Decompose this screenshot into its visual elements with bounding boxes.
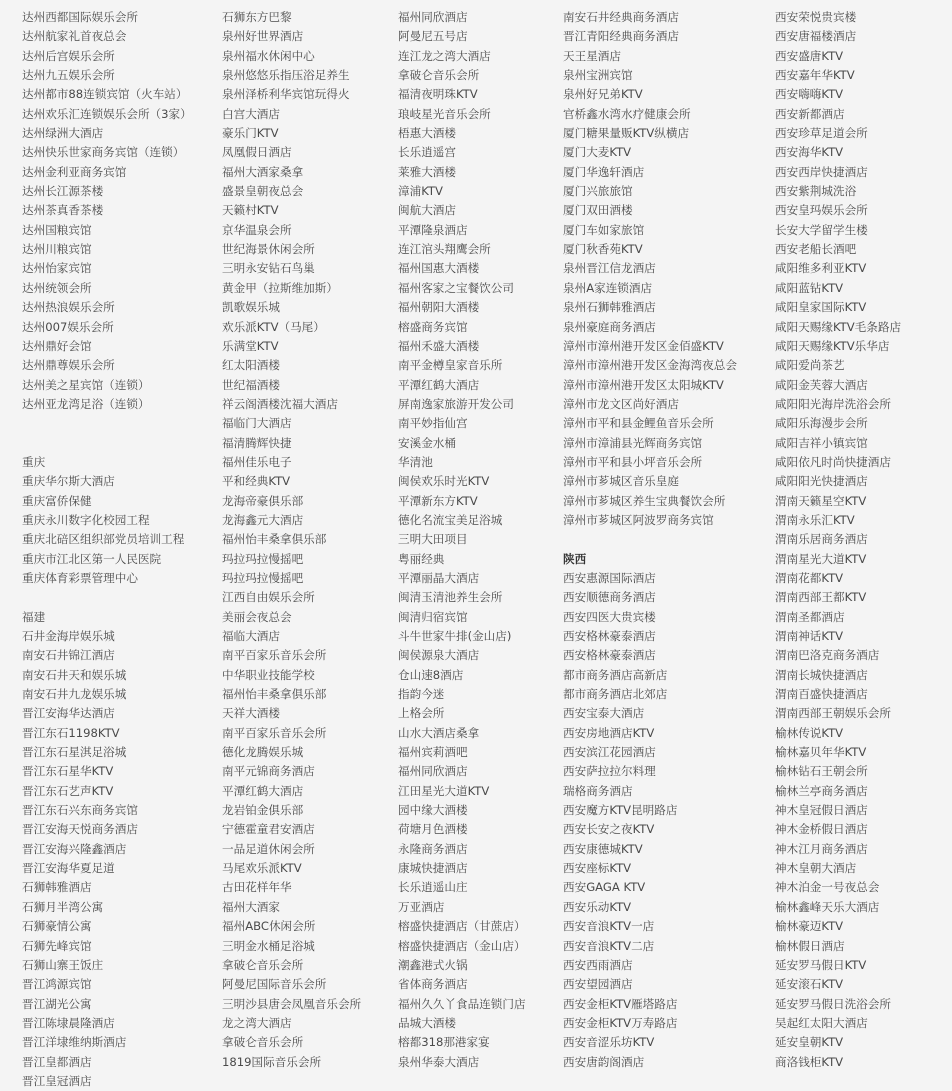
list-item: 渭南乐居商务酒店 bbox=[775, 532, 868, 547]
list-item: 官桥鑫水湾水疗健康会所 bbox=[563, 106, 691, 121]
list-item: 玛拉玛拉慢摇吧 bbox=[222, 551, 304, 566]
list-item: 晋江湖光公寓 bbox=[22, 996, 92, 1011]
list-item: 西安宝泰大酒店 bbox=[563, 706, 645, 721]
list-item: 都市商务酒店高新店 bbox=[563, 667, 668, 682]
list-item: 咸阳爱尚茶艺 bbox=[775, 358, 845, 373]
list-item: 咸阳皇家国际KTV bbox=[775, 300, 867, 315]
list-item: 西安座标KTV bbox=[563, 861, 632, 876]
list-item: 西安GAGA KTV bbox=[563, 880, 646, 895]
list-item: 咸阳阳光海岸洗浴会所 bbox=[775, 396, 891, 411]
list-item: 马尾欢乐派KTV bbox=[222, 861, 302, 876]
list-item: 福清腾辉快捷 bbox=[222, 435, 292, 450]
list-item: 西安紫荆城洗浴 bbox=[775, 184, 857, 199]
list-item: 重庆华尔斯大酒店 bbox=[22, 474, 115, 489]
list-item: 渭南神话KTV bbox=[775, 629, 844, 643]
list-item: 咸阳维多利亚KTV bbox=[775, 261, 867, 276]
list-item: 石井金海岸娱乐城 bbox=[22, 629, 115, 643]
list-item: 南平百家乐音乐会所 bbox=[222, 725, 327, 740]
list-item: 咸阳吉祥小镇宾馆 bbox=[775, 435, 868, 450]
list-item: 达州都市88连锁宾馆（火车站） bbox=[22, 87, 188, 102]
list-item: 石狮月半湾公寓 bbox=[22, 899, 104, 914]
list-item: 龙岩铂金俱乐部 bbox=[222, 803, 304, 818]
list-item: 达州鼎尊娱乐会所 bbox=[22, 358, 115, 373]
list-item: 红太阳酒楼 bbox=[222, 358, 280, 373]
list-item: 平和经典KTV bbox=[222, 474, 291, 489]
list-item: 福州同欣酒店 bbox=[398, 10, 468, 24]
list-item: 渭南长城快捷酒店 bbox=[775, 667, 868, 682]
list-item: 龙海帝豪俱乐部 bbox=[222, 493, 304, 508]
list-item: 晋江东石兴东商务宾馆 bbox=[22, 803, 138, 818]
list-item: 达州快乐世家商务宾馆（连锁） bbox=[22, 145, 185, 160]
list-item: 厦门双田酒楼 bbox=[563, 203, 633, 218]
list-item: 平潭红鹤大酒店 bbox=[222, 783, 304, 798]
list-item: 漳州市平和县金鲤鱼音乐会所 bbox=[563, 416, 714, 431]
list-column-1 bbox=[22, 8, 220, 1091]
list-item: 西安长安之夜KTV bbox=[563, 822, 655, 837]
list-item: 渭南圣都酒店 bbox=[775, 609, 845, 624]
list-item: 南平百家乐音乐会所 bbox=[222, 648, 327, 663]
list-item: 世纪福酒楼 bbox=[222, 377, 280, 392]
list-item: 重庆北碚区组织部党员培训工程 bbox=[22, 532, 185, 547]
list-item: 泉州晋江信龙酒店 bbox=[563, 261, 656, 276]
list-item: 三明沙县唐会凤凰音乐会所 bbox=[222, 996, 362, 1011]
list-item: 达州长江源茶楼 bbox=[22, 184, 104, 199]
list-item: 达州后宫娱乐会所 bbox=[22, 48, 115, 63]
list-item: 神木泊金一号夜总会 bbox=[775, 880, 880, 895]
list-item: 漳州市芗城区养生宝典餐饮会所 bbox=[563, 493, 726, 508]
list-item: 莱雅大酒楼 bbox=[398, 164, 456, 179]
list-item: 达州西都国际娱乐会所 bbox=[22, 10, 138, 24]
list-item: 漳州市漳州港开发区太阳城KTV bbox=[563, 377, 724, 392]
list-item: 榆林嘉贝年华KTV bbox=[775, 745, 867, 760]
list-item: 榆林假日酒店 bbox=[775, 938, 845, 953]
list-item: 晋江东石1198KTV bbox=[22, 725, 120, 740]
list-item: 西安金柜KTV万寿路店 bbox=[563, 1015, 678, 1030]
list-item: 黄金甲（拉斯维加斯） bbox=[222, 280, 338, 295]
list-item: 达州国粮宾馆 bbox=[22, 222, 92, 237]
list-item: 江田星光大道KTV bbox=[398, 783, 490, 798]
list-item: 咸阳天赐缘KTV乐华店 bbox=[775, 338, 890, 353]
list-item: 泉州好世界酒店 bbox=[222, 29, 304, 44]
list-item: 西安萨拉拉尔料理 bbox=[563, 764, 656, 779]
list-item: 咸阳阳光快捷酒店 bbox=[775, 474, 868, 489]
list-item: 达州川粮宾馆 bbox=[22, 242, 92, 257]
list-item: 南平妙指仙宫 bbox=[398, 416, 468, 431]
list-item: 达州茶真香茶楼 bbox=[22, 203, 104, 218]
list-item: 渭南永乐汇KTV bbox=[775, 512, 855, 527]
list-item: 福州怡丰桑拿俱乐部 bbox=[222, 687, 327, 702]
list-item: 漳州市芗城区阿波罗商务宾馆 bbox=[563, 512, 714, 527]
list-item: 达州金利亚商务宾馆 bbox=[22, 164, 127, 179]
list-column-4 bbox=[563, 8, 773, 1072]
list-item: 西安音涩乐坊KTV bbox=[563, 1035, 655, 1050]
list-item: 平潭红鹤大酒店 bbox=[398, 377, 480, 392]
list-item: 西安老船长酒吧 bbox=[775, 242, 857, 257]
list-item: 斗牛世家牛排(金山店) bbox=[398, 629, 512, 643]
list-item: 漳州市漳州港开发区金海湾夜总会 bbox=[563, 358, 737, 373]
list-item: 厦门车如家旅馆 bbox=[563, 222, 645, 237]
list-item: 西安格林豪泰酒店 bbox=[563, 648, 656, 663]
list-item: 达州007娱乐会所 bbox=[22, 319, 114, 334]
list-item: 榆林兰亭商务酒店 bbox=[775, 783, 868, 798]
list-item: 泉州A家连锁酒店 bbox=[563, 280, 653, 295]
list-item: 三明大田项目 bbox=[398, 532, 468, 547]
list-item: 长乐逍遥宫 bbox=[398, 145, 456, 160]
list-item: 延安罗马假日KTV bbox=[775, 957, 867, 972]
list-item: 西安唐福楼酒店 bbox=[775, 29, 857, 44]
list-item: 榆林钻石王朝会所 bbox=[775, 764, 868, 779]
list-item: 石狮山寨王饭庄 bbox=[22, 957, 104, 972]
list-item: 江西自由娱乐会所 bbox=[222, 590, 315, 605]
list-item: 西安海华KTV bbox=[775, 145, 844, 160]
list-item: 晋江东石星淇足浴城 bbox=[22, 745, 127, 760]
list-item: 晋江陈埭晨隆酒店 bbox=[22, 1015, 115, 1030]
list-item: 重庆市江北区第一人民医院 bbox=[22, 551, 162, 566]
list-item: 梧惠大酒楼 bbox=[398, 126, 456, 141]
list-item: 万亚酒店 bbox=[398, 899, 445, 914]
list-item: 京华温泉会所 bbox=[222, 222, 292, 237]
list-item: 山水大酒店桑拿 bbox=[398, 725, 480, 740]
list-item: 晋江东石星华KTV bbox=[22, 764, 114, 779]
list-item: 榕盛快捷酒店（甘蔗店） bbox=[398, 919, 526, 934]
blank-row bbox=[22, 414, 220, 433]
list-item: 南平元锦商务酒店 bbox=[222, 764, 315, 779]
list-item: 福临门大酒店 bbox=[222, 416, 292, 431]
list-item: 闽侯源泉大酒店 bbox=[398, 648, 480, 663]
list-item: 南安石井九龙娱乐城 bbox=[22, 687, 127, 702]
list-item: 咸阳蓝钻KTV bbox=[775, 280, 844, 295]
list-item: 闽清归宿宾馆 bbox=[398, 609, 468, 624]
list-item: 西安新都酒店 bbox=[775, 106, 845, 121]
list-item: 漳州市漳浦县光辉商务宾馆 bbox=[563, 435, 703, 450]
list-item: 渭南百盛快捷酒店 bbox=[775, 687, 868, 702]
list-item: 三明金水桶足浴城 bbox=[222, 938, 315, 953]
list-item: 凯歌娱乐城 bbox=[222, 300, 280, 315]
list-item: 龙之湾大酒店 bbox=[222, 1015, 292, 1030]
list-item: 天籁村KTV bbox=[222, 203, 279, 218]
list-item: 平潭新东方KTV bbox=[398, 493, 478, 508]
list-item: 渭南星光大道KTV bbox=[775, 551, 867, 566]
list-item: 南平金樽皇家音乐所 bbox=[398, 358, 503, 373]
list-item: 天祥大酒楼 bbox=[222, 706, 280, 721]
list-item: 福清夜明珠KTV bbox=[398, 87, 478, 102]
list-item: 渭南西部王朝娱乐会所 bbox=[775, 706, 891, 721]
list-item: 晋江皇都酒店 bbox=[22, 1054, 92, 1069]
list-item: 重庆富侨保健 bbox=[22, 493, 92, 508]
list-item: 福州大酒家 bbox=[222, 899, 280, 914]
list-item: 平潭丽晶大酒店 bbox=[398, 570, 480, 585]
list-item: 潮鑫港式火锅 bbox=[398, 957, 468, 972]
list-item: 西安皇玛娱乐会所 bbox=[775, 203, 868, 218]
list-item: 福州国惠大酒楼 bbox=[398, 261, 480, 276]
list-item: 咸阳依凡时尚快捷酒店 bbox=[775, 454, 891, 469]
list-item: 都市商务酒店北郊店 bbox=[563, 687, 668, 702]
list-item: 闽侯欢乐时光KTV bbox=[398, 474, 490, 489]
list-item: 泉州福水休闲中心 bbox=[222, 48, 315, 63]
list-item: 石狮豪情公寓 bbox=[22, 919, 92, 934]
list-item: 欢乐派KTV（马尾） bbox=[222, 319, 325, 334]
list-item: 琅岐星光音乐会所 bbox=[398, 106, 491, 121]
list-item: 榕都318那港家宴 bbox=[398, 1035, 490, 1050]
list-item: 安溪金水桶 bbox=[398, 435, 456, 450]
list-item: 美丽会夜总会 bbox=[222, 609, 292, 624]
list-item: 西安唐韵阁酒店 bbox=[563, 1054, 645, 1069]
list-item: 咸阳乐海漫步会所 bbox=[775, 416, 868, 431]
list-item: 荷塘月色酒楼 bbox=[398, 822, 468, 837]
list-item: 祥云阁酒楼沈福大酒店 bbox=[222, 396, 338, 411]
list-item: 福州ABC休闲会所 bbox=[222, 919, 316, 934]
list-item: 西安乐动KTV bbox=[563, 899, 632, 914]
list-item: 华清池 bbox=[398, 454, 433, 469]
list-item: 福临大酒店 bbox=[222, 629, 280, 643]
list-item: 西安西雨酒店 bbox=[563, 957, 633, 972]
list-item: 晋江皇冠酒店 bbox=[22, 1073, 92, 1088]
list-item: 渭南巴洛克商务酒店 bbox=[775, 648, 880, 663]
list-item: 宁德霍童君安酒店 bbox=[222, 822, 315, 837]
list-item: 拿破仑音乐会所 bbox=[398, 68, 480, 83]
list-item: 重庆永川数字化校园工程 bbox=[22, 512, 150, 527]
blank-row bbox=[22, 588, 220, 607]
list-item: 泉州石狮韩雅酒店 bbox=[563, 300, 656, 315]
list-item: 福州朝阳大酒楼 bbox=[398, 300, 480, 315]
list-item: 漳州市龙文区尚好酒店 bbox=[563, 396, 679, 411]
list-item: 达州九五娱乐会所 bbox=[22, 68, 115, 83]
list-item: 西安房地酒店KTV bbox=[563, 725, 655, 740]
list-item: 拿破仑音乐会所 bbox=[222, 957, 304, 972]
list-item: 古田花样年华 bbox=[222, 880, 292, 895]
list-item: 西安嗨嗨KTV bbox=[775, 87, 844, 102]
list-item: 白宫大酒店 bbox=[222, 106, 280, 121]
list-item: 漳浦KTV bbox=[398, 184, 443, 199]
list-item: 渭南花都KTV bbox=[775, 570, 844, 585]
list-item: 屏南逸家旅游开发公司 bbox=[398, 396, 514, 411]
list-item: 玛拉玛拉慢摇吧 bbox=[222, 570, 304, 585]
list-item: 漳州市芗城区音乐皇庭 bbox=[563, 474, 679, 489]
list-item: 西安荣悦贵宾楼 bbox=[775, 10, 857, 24]
list-item: 西安四医大贵宾楼 bbox=[563, 609, 656, 624]
list-item: 渭南天籁星空KTV bbox=[775, 493, 867, 508]
list-item: 达州怡家宾馆 bbox=[22, 261, 92, 276]
list-item: 康城快捷酒店 bbox=[398, 861, 468, 876]
list-item: 福州禾盛大酒楼 bbox=[398, 338, 480, 353]
list-item: 阿曼尼国际音乐会所 bbox=[222, 977, 327, 992]
list-item: 福州宾莉酒吧 bbox=[398, 745, 468, 760]
list-column-2 bbox=[222, 8, 394, 1072]
list-item: 达州航家礼首夜总会 bbox=[22, 29, 127, 44]
list-item: 西安望园酒店 bbox=[563, 977, 633, 992]
list-item: 漳州市平和县小坪音乐会所 bbox=[563, 454, 703, 469]
list-item: 石狮东方巴黎 bbox=[222, 10, 292, 24]
list-item: 省体商务酒店 bbox=[398, 977, 468, 992]
list-item: 豪乐门KTV bbox=[222, 126, 279, 141]
list-item: 晋江青阳经典商务酒店 bbox=[563, 29, 679, 44]
list-item: 榕盛商务宾馆 bbox=[398, 319, 468, 334]
list-item: 西安康德城KTV bbox=[563, 841, 643, 856]
list-item: 拿破仑音乐会所 bbox=[222, 1035, 304, 1050]
list-item: 西安金柜KTV雁塔路店 bbox=[563, 996, 678, 1011]
list-item: 福州同欣酒店 bbox=[398, 764, 468, 779]
list-item: 泉州泽桥利华宾馆玩得火 bbox=[222, 87, 350, 102]
list-item: 平潭隆泉酒店 bbox=[398, 222, 468, 237]
list-item: 南安石井经典商务酒店 bbox=[563, 10, 679, 24]
list-item: 晋江安海天悦商务酒店 bbox=[22, 822, 138, 837]
list-item: 仓山速8酒店 bbox=[398, 667, 464, 682]
blank-row bbox=[22, 434, 220, 453]
list-item: 一品足道休闲会所 bbox=[222, 841, 315, 856]
list-item: 西安珍草足道会所 bbox=[775, 126, 868, 141]
list-item: 长安大学留学生楼 bbox=[775, 222, 868, 237]
list-item: 永隆商务酒店 bbox=[398, 841, 468, 856]
list-item: 榕盛快捷酒店（金山店） bbox=[398, 938, 526, 953]
list-item: 石狮先峰宾馆 bbox=[22, 938, 92, 953]
list-item: 西安顺德商务酒店 bbox=[563, 590, 656, 605]
list-item: 福州客家之宝餐饮公司 bbox=[398, 280, 514, 295]
list-item: 延安皇朝KTV bbox=[775, 1035, 844, 1050]
list-item: 西安嘉年华KTV bbox=[775, 68, 855, 83]
list-item: 西安音浪KTV二店 bbox=[563, 938, 655, 953]
list-item: 晋江安海华达酒店 bbox=[22, 706, 115, 721]
list-item: 南安石井锦江酒店 bbox=[22, 648, 115, 663]
list-item: 达州亚龙湾足浴（连锁） bbox=[22, 396, 150, 411]
list-item: 瑞格商务酒店 bbox=[563, 783, 633, 798]
list-item: 粤丽经典 bbox=[398, 551, 445, 566]
list-item: 盛景皇朝夜总会 bbox=[222, 184, 304, 199]
blank-row bbox=[563, 530, 773, 549]
list-item: 园中缘大酒楼 bbox=[398, 803, 468, 818]
list-item: 福州怡丰桑拿俱乐部 bbox=[222, 532, 327, 547]
list-item: 达州统领会所 bbox=[22, 280, 92, 295]
list-item: 德化名流宝美足浴城 bbox=[398, 512, 503, 527]
list-item: 闽航大酒店 bbox=[398, 203, 456, 218]
list-item: 泉州好兄弟KTV bbox=[563, 87, 643, 102]
list-item: 达州绿洲大酒店 bbox=[22, 126, 104, 141]
list-item: 闽清玉清池养生会所 bbox=[398, 590, 503, 605]
list-item: 神木皇冠假日酒店 bbox=[775, 803, 868, 818]
list-item: 南安石井天和娱乐城 bbox=[22, 667, 127, 682]
list-item: 西安音浪KTV一店 bbox=[563, 919, 655, 934]
list-item: 榆林豪迈KTV bbox=[775, 919, 844, 934]
list-column-5 bbox=[775, 8, 950, 1072]
list-item: 连江涫头翔鹰会所 bbox=[398, 242, 491, 257]
list-item: 西安盛唐KTV bbox=[775, 48, 844, 63]
list-item: 渭南西部王都KTV bbox=[775, 590, 867, 605]
list-item: 晋江安海兴隆鑫酒店 bbox=[22, 841, 127, 856]
list-item: 三明永安钻石鸟巢 bbox=[222, 261, 315, 276]
list-item: 泉州豪庭商务酒店 bbox=[563, 319, 656, 334]
list-item: 指韵今迷 bbox=[398, 687, 445, 702]
list-item: 厦门华逸轩酒店 bbox=[563, 164, 645, 179]
list-item: 泉州华泰大酒店 bbox=[398, 1054, 480, 1069]
list-item: 晋江安海华夏足道 bbox=[22, 861, 115, 876]
list-item: 1819国际音乐会所 bbox=[222, 1054, 322, 1069]
list-item: 泉州悠悠乐指压浴足养生 bbox=[222, 68, 350, 83]
list-item: 厦门糖果量贩KTV纵横店 bbox=[563, 126, 690, 141]
list-item: 德化龙腾娱乐城 bbox=[222, 745, 304, 760]
list-item: 厦门秋香苑KTV bbox=[563, 242, 643, 257]
list-item: 福建 bbox=[22, 609, 46, 624]
list-item: 凤凰假日酒店 bbox=[222, 145, 292, 160]
list-item: 重庆体育彩票管理中心 bbox=[22, 570, 138, 585]
list-item: 榆林鑫峰天乐大酒店 bbox=[775, 899, 880, 914]
list-item: 西安滨江花园酒店 bbox=[563, 745, 656, 760]
list-item: 晋江洋埭维纳斯酒店 bbox=[22, 1035, 127, 1050]
list-item: 神木皇朝大酒店 bbox=[775, 861, 857, 876]
list-item: 吴起红太阳大酒店 bbox=[775, 1015, 868, 1030]
list-item: 世纪海景休闲会所 bbox=[222, 242, 315, 257]
list-item: 晋江东石艺声KTV bbox=[22, 783, 114, 798]
list-item: 阿曼尼五号店 bbox=[398, 29, 468, 44]
list-item: 泉州宝洲宾馆 bbox=[563, 68, 633, 83]
list-item: 石狮韩雅酒店 bbox=[22, 880, 92, 895]
list-item: 晋江鸿源宾馆 bbox=[22, 977, 92, 992]
list-item: 福州久久丫食品连锁门店 bbox=[398, 996, 526, 1011]
list-item: 西安格林豪泰酒店 bbox=[563, 629, 656, 643]
list-item: 品城大酒楼 bbox=[398, 1015, 456, 1030]
list-item: 连江龙之湾大酒店 bbox=[398, 48, 491, 63]
list-item: 神木江月商务酒店 bbox=[775, 841, 868, 856]
list-item: 西安西岸快捷酒店 bbox=[775, 164, 868, 179]
list-item: 神木金桥假日酒店 bbox=[775, 822, 868, 837]
list-item: 延安罗马假日洗浴会所 bbox=[775, 996, 891, 1011]
list-item: 福州大酒家桑拿 bbox=[222, 164, 304, 179]
list-item: 中华职业技能学校 bbox=[222, 667, 315, 682]
list-item: 咸阳金芙蓉大酒店 bbox=[775, 377, 868, 392]
list-item: 达州欢乐汇连锁娱乐会所（3家） bbox=[22, 106, 192, 121]
list-item: 乐满堂KTV bbox=[222, 338, 279, 353]
list-item: 重庆 bbox=[22, 454, 46, 469]
list-item: 咸阳天赐缘KTV毛条路店 bbox=[775, 319, 902, 334]
list-item: 延安滚石KTV bbox=[775, 977, 844, 992]
list-item: 天王星酒店 bbox=[563, 48, 621, 63]
list-item: 榆林传说KTV bbox=[775, 725, 844, 740]
list-item: 商洛钱柜KTV bbox=[775, 1054, 844, 1069]
list-column-3 bbox=[398, 8, 560, 1072]
section-heading: 陕西 bbox=[563, 551, 587, 566]
list-item: 长乐逍遥山庄 bbox=[398, 880, 468, 895]
list-item: 福州佳乐电子 bbox=[222, 454, 292, 469]
list-item: 西安惠源国际酒店 bbox=[563, 570, 656, 585]
list-item: 上格会所 bbox=[398, 706, 445, 721]
list-item: 达州美之星宾馆（连锁） bbox=[22, 377, 150, 392]
list-item: 厦门兴旅旅馆 bbox=[563, 184, 633, 199]
list-item: 厦门大麦KTV bbox=[563, 145, 632, 160]
list-item: 龙海鑫元大酒店 bbox=[222, 512, 304, 527]
list-item: 漳州市漳州港开发区金佰盛KTV bbox=[563, 338, 724, 353]
list-item: 达州鼎好会馆 bbox=[22, 338, 92, 353]
list-item: 达州热浪娱乐会所 bbox=[22, 300, 115, 315]
list-item: 西安魔方KTV昆明路店 bbox=[563, 803, 678, 818]
